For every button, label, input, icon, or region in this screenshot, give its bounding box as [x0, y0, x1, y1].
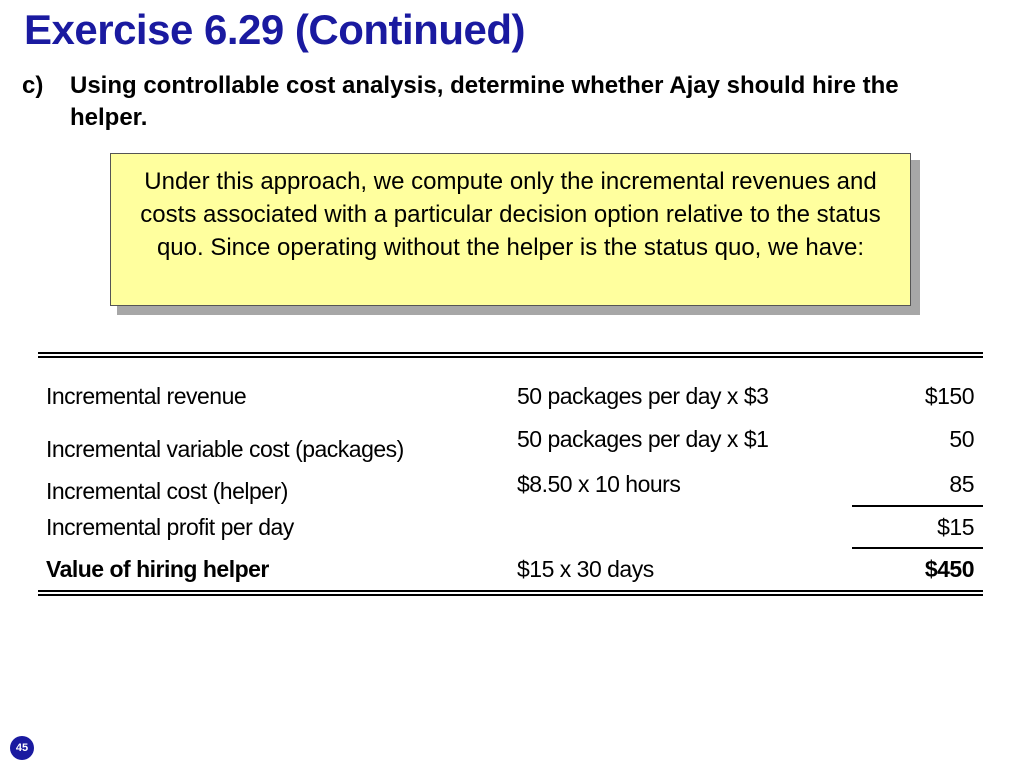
table-top-rule-second	[38, 356, 983, 358]
question-text: Using controllable cost analysis, determine whether Ajay should hire the helper.	[70, 72, 899, 131]
row-calculation: $8.50 x 10 hours	[517, 471, 681, 497]
row-amount: 85	[949, 471, 974, 497]
row-label: Incremental revenue	[46, 383, 247, 409]
row-label: Incremental cost (helper)	[46, 478, 288, 504]
slide-title: Exercise 6.29 (Continued)	[24, 6, 525, 53]
row-amount: 50	[949, 426, 974, 452]
row-calculation: $15 x 30 days	[517, 556, 654, 582]
table-top-rule	[38, 352, 983, 354]
note-box: Under this approach, we compute only the incremental revenues and costs associated with a particular decision option relative to the status quo. Since operating without the helper is the status quo, we have:	[110, 153, 911, 306]
question	[22, 70, 982, 134]
row-label: Value of hiring helper	[46, 556, 269, 582]
row-calculation: 50 packages per day x $3	[517, 383, 769, 409]
row-amount: $15	[937, 514, 974, 540]
row-label: Incremental variable cost (packages)	[46, 436, 404, 462]
row-label: Incremental profit per day	[46, 514, 294, 540]
table-bottom-rule-second	[38, 594, 983, 596]
row-amount: $150	[924, 383, 974, 409]
subtotal-underline	[852, 505, 983, 507]
question-letter: c)	[22, 72, 44, 99]
row-amount: $450	[924, 556, 974, 582]
row-calculation: 50 packages per day x $1	[517, 426, 769, 452]
total-underline	[852, 547, 983, 549]
table-bottom-rule	[38, 590, 983, 592]
page-number-badge: 45	[10, 736, 34, 760]
